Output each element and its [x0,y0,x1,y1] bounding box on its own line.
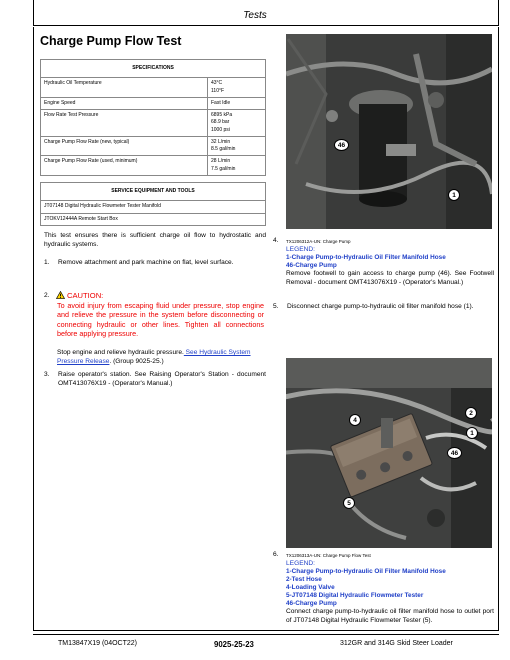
callout-5: 5 [343,497,355,509]
figure2-text: Connect charge pump-to-hydraulic oil filter manifold hose to outlet port of JT07148 Digital Hydraulic Flowmeter Tester (5). [286,608,494,624]
table-row [41,136,266,156]
step-number: 6. [273,551,279,558]
spec-label: Hydraulic Oil Temperature [41,78,208,98]
table-row [41,78,266,98]
table-row [41,156,266,176]
spec-value: 6895 kPa 68.9 bar 1000 psi [208,110,266,137]
step-3 [44,371,266,401]
spec-label: Charge Pump Flow Rate (new, typical) [41,136,208,156]
page-title: Charge Pump Flow Test [40,34,182,48]
step-5 [273,303,495,323]
callout-4: 4 [349,414,361,426]
figure1-legend-title: LEGEND: [286,246,315,253]
step-number: 3. [44,371,50,378]
spec-value: 32 L/min 8.5 gal/min [208,136,266,156]
footer-divider [33,634,499,635]
service-tools-table [40,182,266,226]
callout-1: 1 [466,427,478,439]
pressure-release-link[interactable]: See Hydraulic System Pressure Release [57,349,251,365]
intro-paragraph: This test ensures there is sufficient charge oil flow to hydrostatic and hydraulic systems. [44,232,266,248]
callout-46: 46 [447,447,462,459]
callout-2: 2 [465,407,477,419]
step-text: Raise operator's station. See Raising Operator's Station - document OMT413076X19 - (Operator's Manual.) [58,371,266,387]
legend-item: 1-Charge Pump-to-Hydraulic Oil Filter Manifold Hose [286,254,446,261]
legend-item: 4-Loading Valve [286,584,335,591]
caution-text: To avoid injury from escaping fluid under pressure, stop engine and relieve the pressure in the system before disconnecting or connecting hydraulic or other lines. Tighten all connections before applying pressure. [57,301,264,339]
step-number: 2. [44,292,50,299]
specifications-table [40,59,266,176]
spec-label: Engine Speed [41,97,208,109]
legend-item: 1-Charge Pump-to-Hydraulic Oil Filter Manifold Hose [286,568,446,575]
step-6 [273,551,285,561]
callout-1: 1 [448,189,460,201]
spec-label: Charge Pump Flow Rate (used, minimum) [41,156,208,176]
spec-label: Flow Rate Test Pressure [41,110,208,137]
figure1-text: Remove footwell to gain access to charge pump (46). See Footwell Removal - document OMT413076X19 - (Operator's Manual.) [286,270,494,286]
caution-header [56,291,103,300]
legend-item: 2-Test Hose [286,576,322,583]
caution-label: CAUTION: [67,291,104,300]
table-row [41,110,266,137]
step-number: 1. [44,259,50,266]
spec-value: Fast Idle [208,97,266,109]
table-row [41,201,266,213]
step-text: Disconnect charge pump-to-hydraulic oil filter manifold hose (1). [287,303,474,310]
table-row [41,213,266,225]
tool-item: JT07148 Digital Hydraulic Flowmeter Tester Manifold [41,201,266,213]
specifications-heading: SPECIFICATIONS [41,60,266,78]
spec-value: 28 L/min 7.5 gal/min [208,156,266,176]
legend-item: 5-JT07148 Digital Hydraulic Flowmeter Tester [286,592,424,599]
callout-46: 46 [334,139,349,151]
table-row [41,97,266,109]
step-number: 4. [273,237,279,244]
step-text: Remove attachment and park machine on flat, level surface. [58,259,234,266]
stop-engine-text: Stop engine and relieve hydraulic pressure. See Hydraulic System Pressure Release. (Group 9025-25.) [57,349,251,365]
charge-pump-photo [286,34,492,229]
step-2 [44,292,56,302]
step-1 [44,259,266,279]
section-header: Tests [243,10,267,21]
tools-heading: SERVICE EQUIPMENT AND TOOLS [41,183,266,201]
spec-value: 43°C 110°F [208,78,266,98]
tool-item: JTOKV12444A Remote Start Box [41,213,266,225]
footer-doc-id: TM13847X19 (04OCT22) [58,640,137,647]
figure2-legend-title: LEGEND: [286,560,315,567]
step-number: 5. [273,303,279,310]
legend-item: 46-Charge Pump [286,262,337,269]
legend-item: 46-Charge Pump [286,600,337,607]
footer-page-number: 9025-25-23 [214,640,254,649]
step-4 [273,237,285,247]
figure1-caption: TX1206312A-UN: Charge Pump [286,239,351,244]
figure2-caption: TX1206313A-UN: Charge Pump Flow Test [286,553,371,558]
footer-machine-name: 312GR and 314G Skid Steer Loader [340,640,453,647]
warning-triangle-icon [56,291,65,299]
